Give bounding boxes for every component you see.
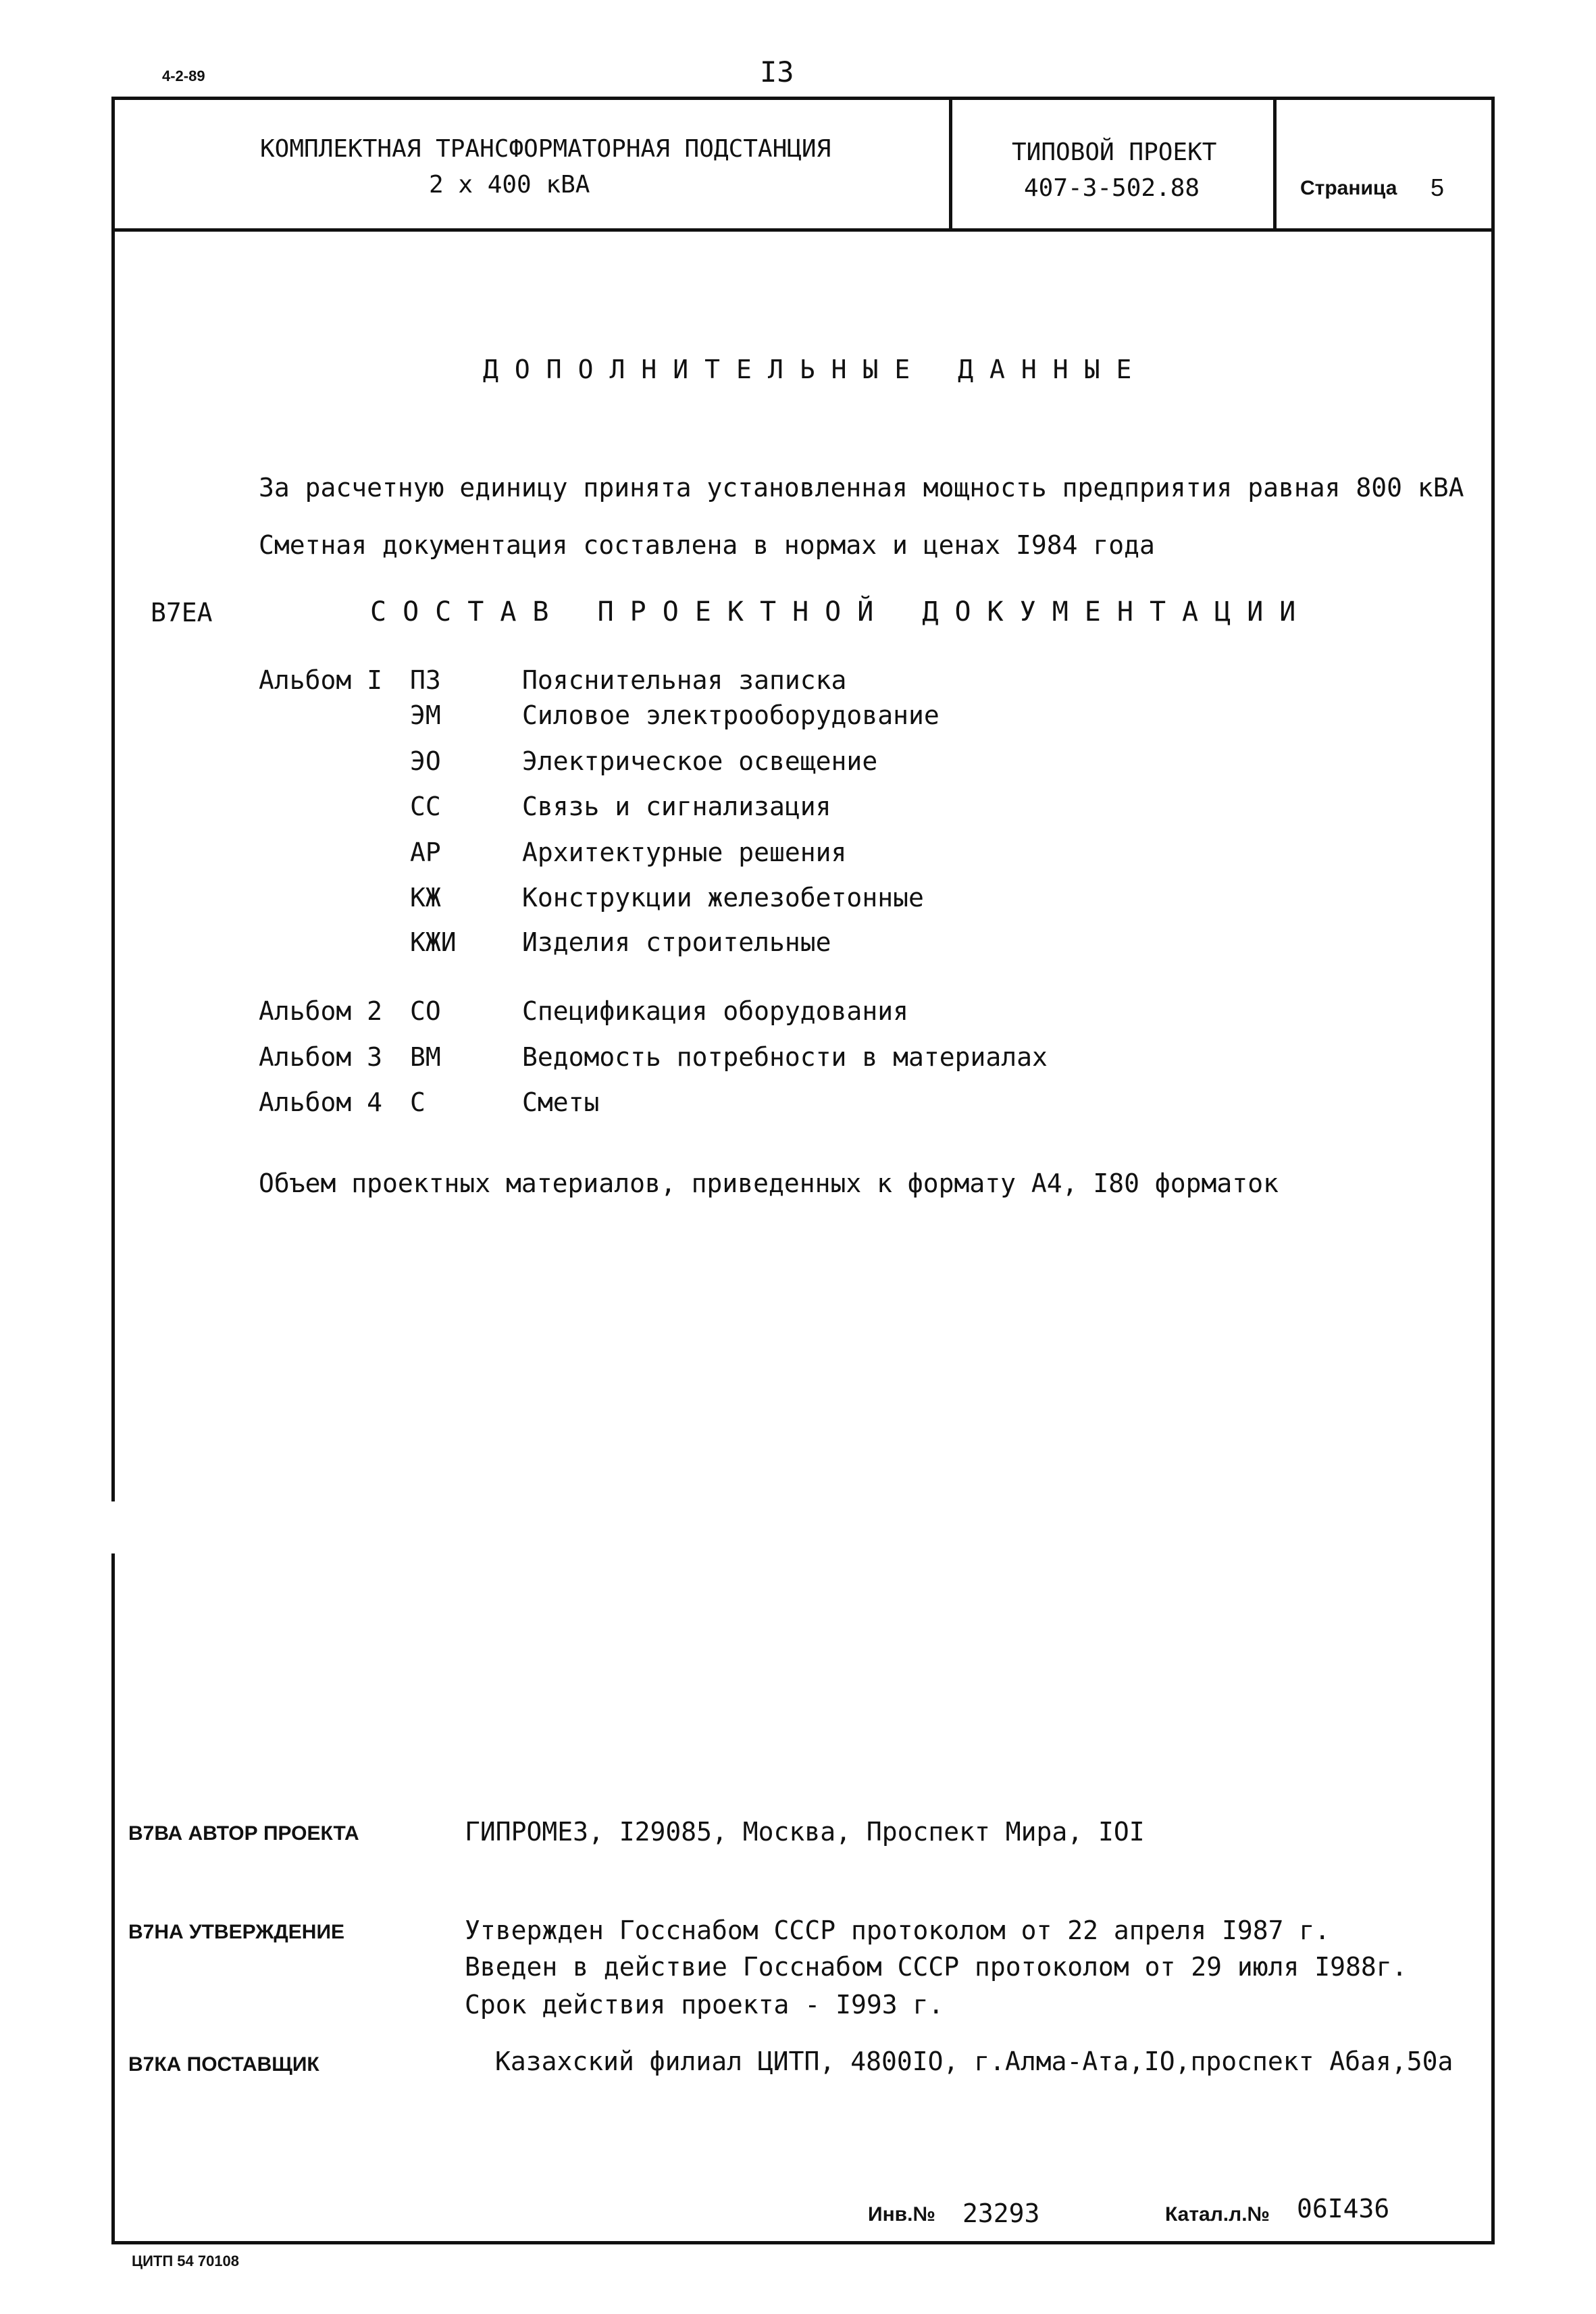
inventory-value: 23293: [962, 2199, 1040, 2228]
header-bottom-border: [111, 228, 1495, 232]
list-item-code: ЭМ: [410, 700, 441, 730]
catalog-value: 06I436: [1297, 2194, 1390, 2223]
page-label: Страница: [1300, 177, 1397, 199]
project-label: ТИПОВОЙ ПРОЕКТ: [1012, 138, 1217, 166]
list-item-title: Конструкции железобетонные: [522, 883, 924, 912]
list-item-code: АР: [410, 838, 441, 867]
list-item-title: Сметы: [522, 1087, 600, 1117]
page-number: I3: [760, 55, 794, 88]
list-item-code: ВМ: [410, 1042, 441, 1072]
frame-left-border-lower: [111, 1553, 115, 2244]
list-item-title: Спецификация оборудования: [522, 996, 908, 1026]
frame-top-border: [111, 97, 1495, 100]
inventory-label: Инв.№: [868, 2203, 935, 2226]
list-item-code: С: [410, 1087, 426, 1117]
author-label: В7ВА АВТОР ПРОЕКТА: [128, 1822, 359, 1845]
catalog-label: Катал.л.№: [1165, 2203, 1270, 2226]
list-item-album: Альбом I: [259, 665, 383, 695]
page-value: 5: [1431, 174, 1445, 201]
approval-line1: Утвержден Госснабом СССР протоколом от 22 апреля I987 г.: [465, 1916, 1331, 1945]
composition-heading: СОСТАВ ПРОЕКТНОЙ ДОКУМЕНТАЦИИ: [370, 596, 1312, 627]
list-item-title: Электрическое освещение: [522, 746, 878, 776]
list-item-code: КЖ: [410, 883, 441, 912]
frame-bottom-border: [111, 2241, 1495, 2244]
list-item-title: Силовое электрооборудование: [522, 700, 939, 730]
list-item-title: Изделия строительные: [522, 927, 831, 957]
approval-line2: Введен в действие Госснабом СССР протоколом от 29 июля I988г.: [465, 1952, 1408, 1982]
header-title-line1: КОМПЛЕКТНАЯ ТРАНСФОРМАТОРНАЯ ПОДСТАНЦИЯ: [260, 135, 831, 163]
list-item-album: Альбом 3: [259, 1042, 383, 1072]
project-number: 407-3-502.88: [1024, 174, 1200, 202]
header-title-line2: 2 х 400 кВА: [429, 171, 590, 199]
supplier-label: В7КА ПОСТАВЩИК: [128, 2053, 319, 2076]
approval-line3: Срок действия проекта - I993 г.: [465, 1990, 944, 2020]
additional-line2: Сметная документация составлена в нормах и ценах I984 года: [259, 530, 1155, 560]
approval-label: В7НА УТВЕРЖДЕНИЕ: [128, 1921, 345, 1943]
list-item-code: КЖИ: [410, 927, 457, 957]
composition-code: В7ЕА: [151, 598, 213, 627]
list-item-title: Архитектурные решения: [522, 838, 847, 867]
list-item-code: СО: [410, 996, 441, 1026]
header-divider-2: [1273, 97, 1277, 232]
supplier-value: Казахский филиал ЦИТП, 4800IO, г.Алма-Ата,IO,проспект Абая,50а: [495, 2047, 1453, 2076]
list-item-code: ПЗ: [410, 665, 441, 695]
list-item-album: Альбом 4: [259, 1087, 383, 1117]
date-code: 4-2-89: [162, 68, 205, 84]
author-value: ГИПРОМЕЗ, I29085, Москва, Проспект Мира, IOI: [465, 1817, 1145, 1847]
additional-heading: ДОПОЛНИТЕЛЬНЫЕ ДАННЫЕ: [483, 355, 1148, 384]
list-item-title: Пояснительная записка: [522, 665, 847, 695]
list-item-code: СС: [410, 792, 441, 821]
list-item-title: Ведомость потребности в материалах: [522, 1042, 1048, 1072]
list-item-album: Альбом 2: [259, 996, 383, 1026]
frame-right-border: [1491, 97, 1495, 2244]
list-item-code: ЭО: [410, 746, 441, 776]
volume-text: Объем проектных материалов, приведенных к формату А4, I80 форматок: [259, 1168, 1279, 1198]
print-code: ЦИТП 54 70108: [132, 2253, 240, 2269]
list-item-title: Связь и сигнализация: [522, 792, 831, 821]
header-divider-1: [949, 97, 952, 232]
additional-line1: За расчетную единицу принята установленная мощность предприятия равная 800 кВА: [259, 473, 1464, 503]
frame-left-border-upper: [111, 97, 115, 1501]
